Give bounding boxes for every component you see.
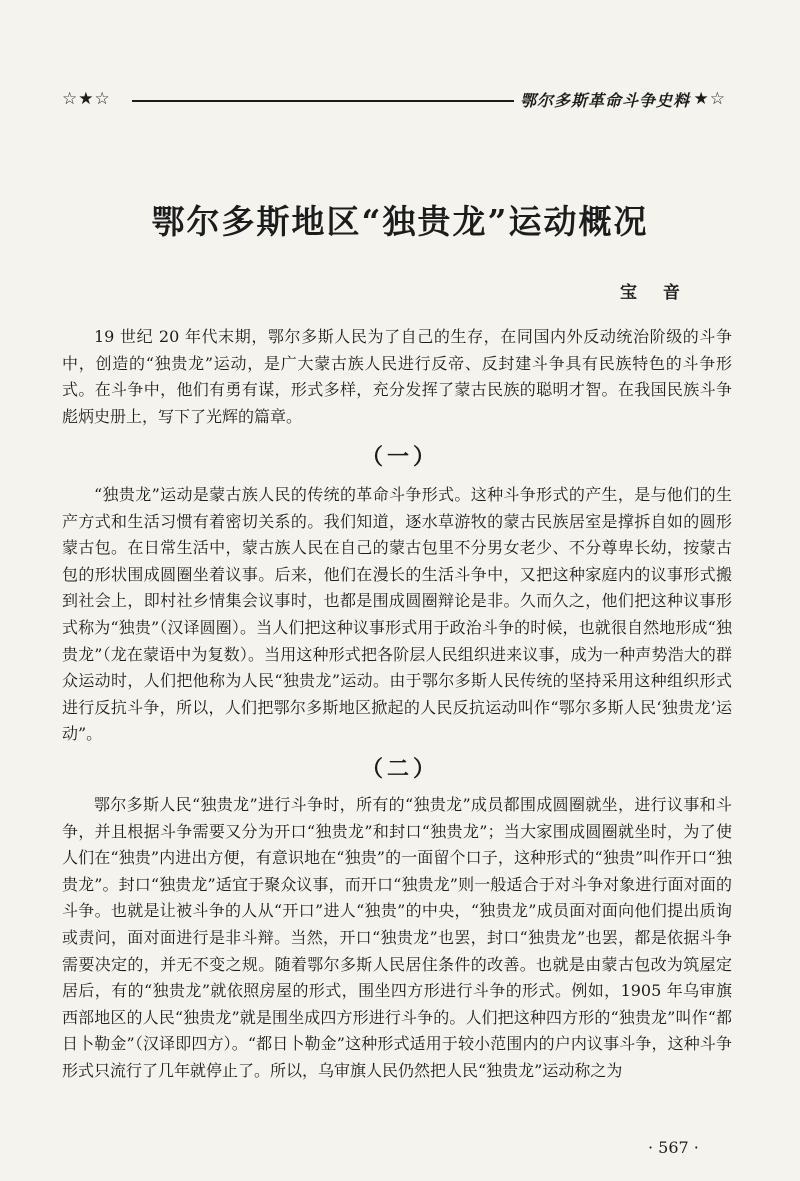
paragraph-text: 鄂尔多斯人民“独贵龙”进行斗争时，所有的“独贵龙”成员都围成圆圈就坐，进行议事和斗争，并且根据斗争需要又分为开口“独贵龙”和封口“独贵龙”；当大家围成圆圈就坐时，为了使人们在“独贵”内进出方便，有意识地在“独贵”的一面留个口子，这种形式的“独贵”叫作开口“独贵龙”。封口“独贵龙”适宜于聚众议事，而开口“独贵龙”则一般适合于对斗争对象进行面对面的斗争。也就是让被斗争的人从“开口”进人“独贵”的中央，“独贵龙”成员面对面向他们提出质询或责问，面对面进行是非斗辩。当然，开口“独贵龙”也罢，封口“独贵龙”也罢，都是依据斗争需要决定的，并无不变之规。随着鄂尔多斯人民居住条件的改善。也就是由蒙古包改为筑屋定居后，有的“独贵龙”就依照房屋的形式，围坐四方形进行斗争的形式。例如，1905 年乌审旗西部地区的人民“独贵龙”就是围坐成四方形进行斗争的。人们把这种四方形的“独贵龙”叫作“都日卜勒金”（汉译即四方）。“都日卜勒金”这种形式适用于较小范围内的户内议事斗争，这种斗争形式只流行了几年就停止了。所以，乌审旗人民仍然把人民“独贵龙”运动称之为 [62,795,732,1080]
paragraph-text: “独贵龙”运动是蒙古族人民的传统的革命斗争形式。这种斗争形式的产生，是与他们的生产方式和生活习惯有着密切关系的。我们知道，逐水草游牧的蒙古民族居室是撑拆自如的圆形蒙古包。在日常生活中，蒙古族人民在自己的蒙古包里不分男女老少、不分尊卑长幼，按蒙古包的形状围成圆圈坐着议事。后来，他们在漫长的生活斗争中，又把这种家庭内的议事形式搬到社会上，即村社乡情集会议事时，也都是围成圆圈辩论是非。久而久之，他们把这种议事形式称为“独贵”（汉译圆圈）。当人们把这种议事形式用于政治斗争的时候，也就很自然地形成“独贵龙”（龙在蒙语中为复数）。当用这种形式把各阶层人民组织进来议事，成为一种声势浩大的群众运动时，人们把他称为人民“独贵龙”运动。由于鄂尔多斯人民传统的坚持采用这种组织形式进行反抗斗争，所以，人们把鄂尔多斯地区掀起的人民反抗运动叫作“鄂尔多斯人民‘独贵龙’运动”。 [62,485,732,744]
intro-paragraph [62,324,732,430]
header-rule [132,100,514,102]
running-title: 鄂尔多斯革命斗争史料 [520,91,691,110]
section-heading-2: （二） [360,756,439,782]
section-1-paragraph [62,482,732,748]
stars-decoration-right: ☆★☆ [677,89,726,109]
section-heading-1: （一） [360,444,439,470]
running-header [62,88,726,114]
stars-decoration-left: ☆★☆ [62,89,111,109]
article-title: 鄂尔多斯地区“独贵龙”运动概况 [151,202,649,241]
section-2-paragraph [62,792,732,1085]
article-author: 宝 音 [620,283,690,303]
page-number: · 567 · [648,1138,699,1157]
paragraph-text: 19 世纪 20 年代末期，鄂尔多斯人民为了自己的生存，在同国内外反动统治阶级的斗争中，创造的“独贵龙”运动，是广大蒙古族人民进行反帝、反封建斗争具有民族特色的斗争形式。在斗争中，他们有勇有谋，形式多样，充分发挥了蒙古民族的聪明才智。在我国民族斗争彪炳史册上，写下了光辉的篇章。 [62,327,732,426]
